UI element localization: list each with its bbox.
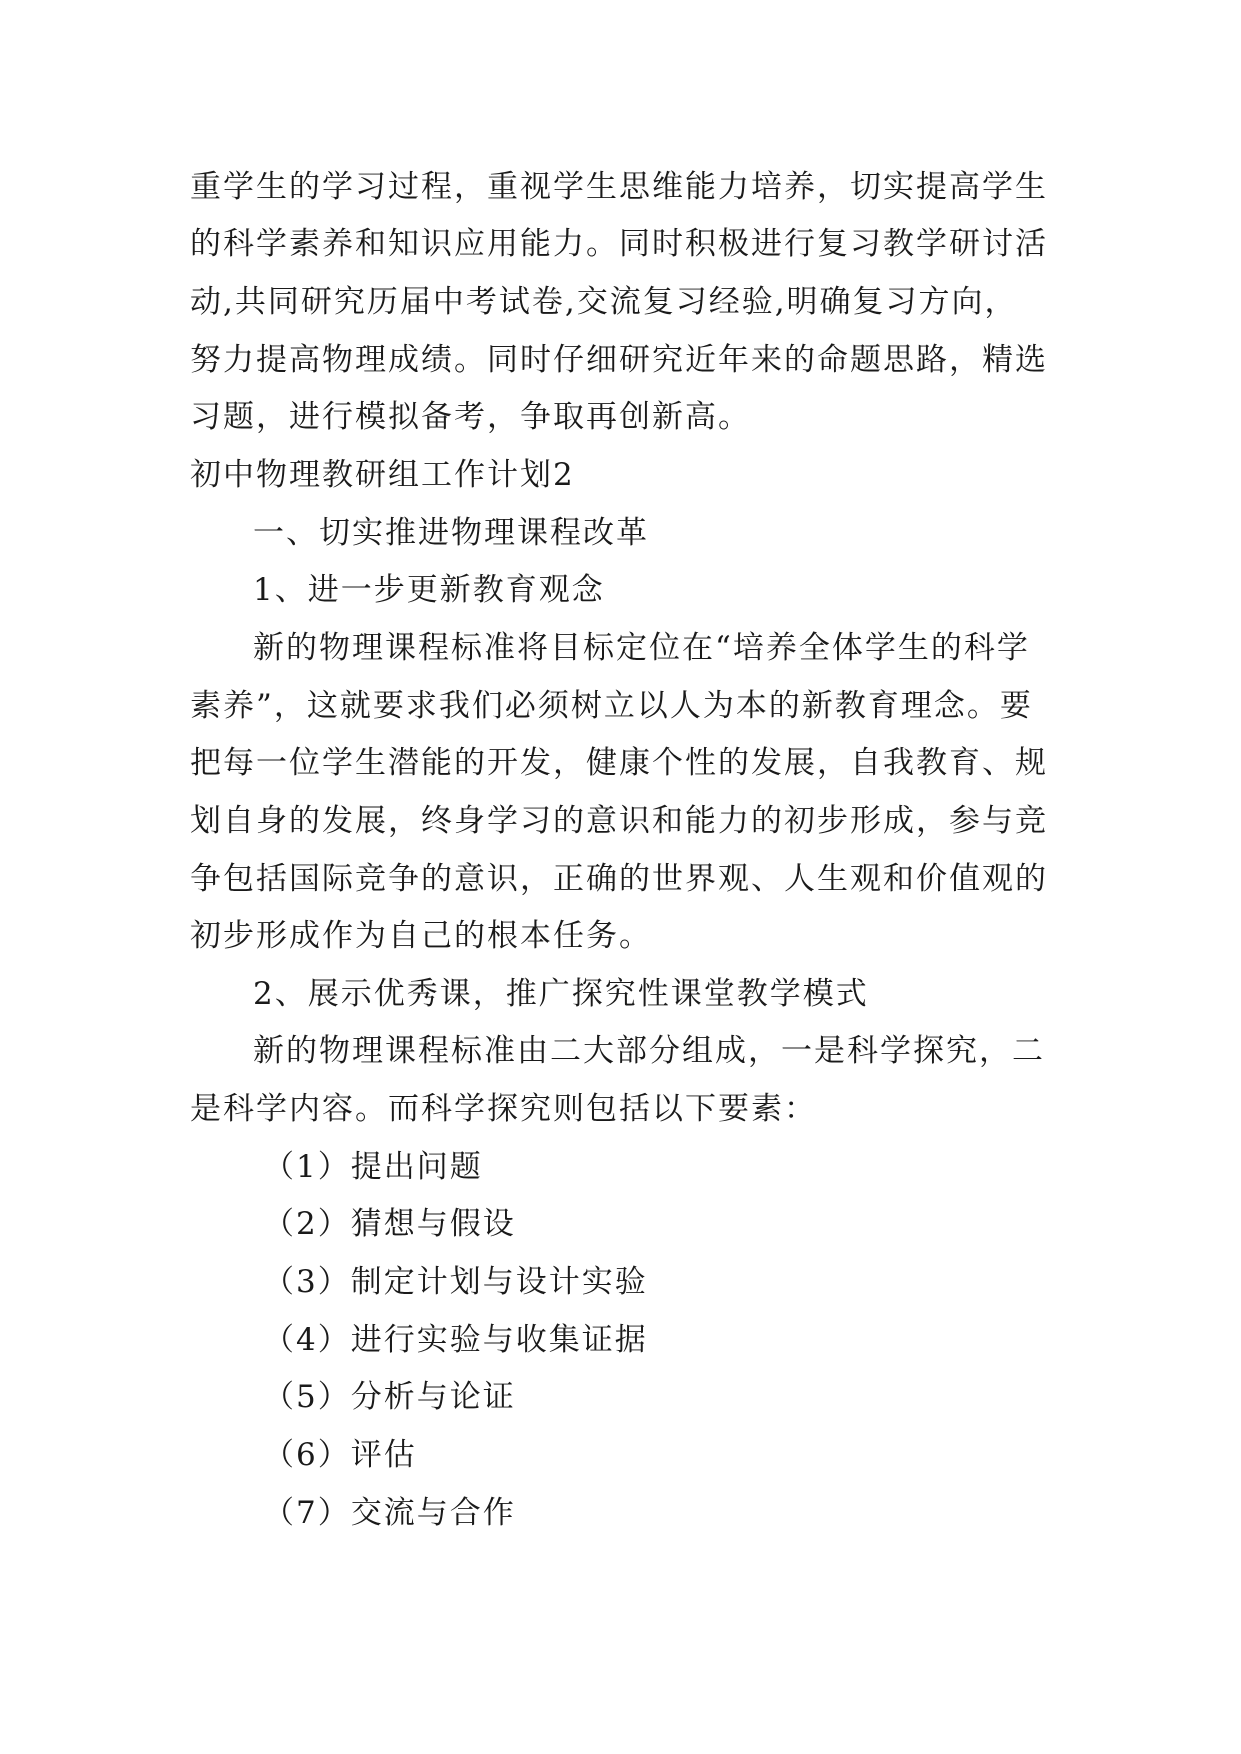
list-item: （2）猜想与假设 [263,1206,516,1242]
paragraph-line: 划自身的发展，终身学习的意识和能力的初步形成，参与竞 [190,803,1048,839]
heading-level-2: 1、进一步更新教育观念 [253,572,605,608]
list-item: （4）进行实验与收集证据 [263,1322,648,1358]
paragraph-line: 的科学素养和知识应用能力。同时积极进行复习教学研讨活 [190,226,1048,262]
paragraph-line: 努力提高物理成绩。同时仔细研究近年来的命题思路，精选 [190,342,1048,378]
heading-level-2: 2、展示优秀课，推广探究性课堂教学模式 [253,976,869,1012]
list-item: （6）评估 [263,1437,417,1473]
paragraph-line: 新的物理课程标准将目标定位在“培养全体学生的科学 [253,630,1030,666]
section-title: 初中物理教研组工作计划2 [190,457,575,493]
paragraph-line: 素养”，这就要求我们必须树立以人为本的新教育理念。要 [190,688,1033,724]
heading-level-1: 一、切实推进物理课程改革 [253,515,649,551]
paragraph-line: 初步形成作为自己的根本任务。 [190,918,652,954]
paragraph-line: 把每一位学生潜能的开发，健康个性的发展，自我教育、规 [190,745,1048,781]
list-item: （5）分析与论证 [263,1379,516,1415]
paragraph-line: 新的物理课程标准由二大部分组成，一是科学探究，二 [253,1033,1045,1069]
paragraph-line: 重学生的学习过程，重视学生思维能力培养，切实提高学生 [190,169,1048,205]
paragraph-line: 动,共同研究历届中考试卷,交流复习经验,明确复习方向， [190,284,1018,320]
paragraph-line: 是科学内容。而科学探究则包括以下要素： [190,1091,817,1127]
list-item: （7）交流与合作 [263,1495,516,1531]
list-item: （3）制定计划与设计实验 [263,1264,648,1300]
paragraph-line: 争包括国际竞争的意识，正确的世界观、人生观和价值观的 [190,861,1048,897]
list-item: （1）提出问题 [263,1149,483,1185]
paragraph-line: 习题，进行模拟备考，争取再创新高。 [190,399,751,435]
